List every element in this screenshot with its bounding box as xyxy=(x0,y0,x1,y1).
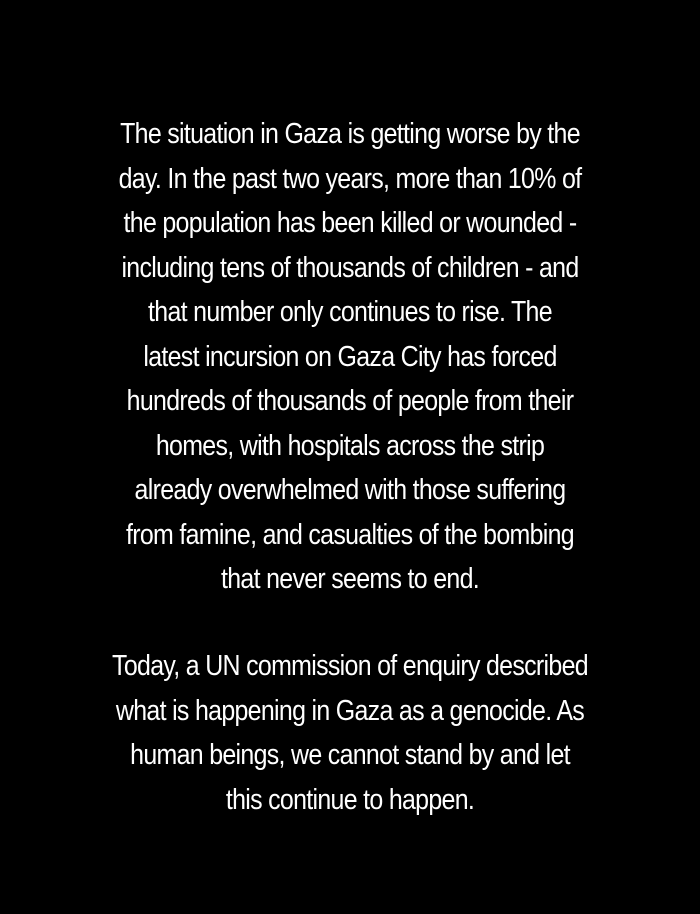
paragraph-2-line: Today, a UN commission of enquiry described xyxy=(112,650,588,682)
paragraph-1-line: including tens of thousands of children - and xyxy=(121,251,579,284)
paragraph-1-line: The situation in Gaza is getting worse by the xyxy=(120,118,580,150)
paragraph-2-line: what is happening in Gaza as a genocide. As xyxy=(115,694,585,727)
paragraph-2-line: this continue to happen. xyxy=(225,783,475,816)
paragraph-1 xyxy=(40,112,660,602)
paragraph-1-line: already overwhelmed with those suffering xyxy=(134,474,566,506)
paragraph-1-line: that never seems to end. xyxy=(221,563,479,595)
paragraph-2 xyxy=(40,644,660,822)
paragraph-1-line: that number only continues to rise. The xyxy=(148,296,552,328)
paragraph-2-line: human beings, we cannot stand by and let xyxy=(130,739,570,771)
paragraph-1-line: from famine, and casualties of the bombing xyxy=(125,518,575,551)
paragraph-1-line: day. In the past two years, more than 10% of xyxy=(118,162,582,195)
paragraph-1-line: latest incursion on Gaza City has forced xyxy=(143,340,557,373)
paragraph-1-line: hundreds of thousands of people from their xyxy=(126,385,574,417)
paragraph-1-line: homes, with hospitals across the strip xyxy=(155,429,545,462)
paragraph-1-line: the population has been killed or wounded - xyxy=(123,207,577,239)
